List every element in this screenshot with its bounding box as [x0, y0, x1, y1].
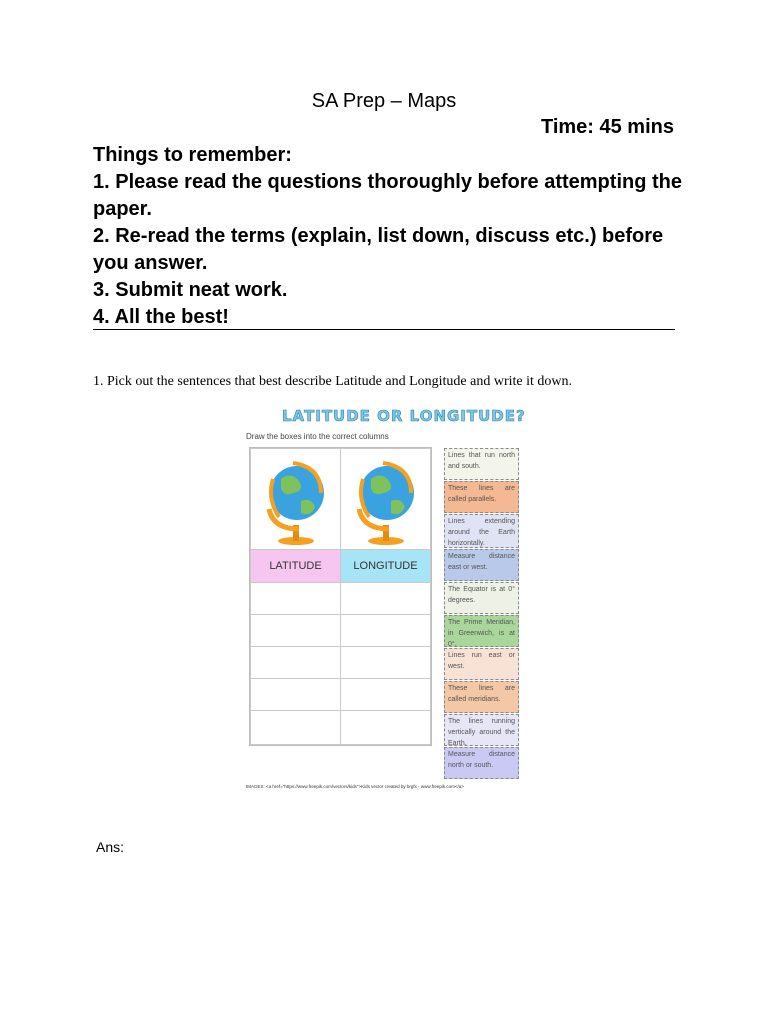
sentence-card[interactable]: Measure distance east or west.: [444, 549, 519, 581]
answer-label: Ans:: [96, 839, 125, 855]
longitude-header: LONGITUDE: [340, 549, 431, 583]
globe-cell: [340, 448, 431, 550]
worksheet-instruction: Draw the boxes into the correct columns: [246, 432, 389, 441]
worksheet-title: LATITUDE OR LONGITUDE?: [282, 407, 526, 425]
question-1: 1. Pick out the sentences that best describe Latitude and Longitude and write it down.: [93, 374, 572, 389]
longitude-answer-cell[interactable]: [340, 678, 431, 711]
longitude-answer-cell[interactable]: [340, 582, 431, 615]
sentence-card[interactable]: These lines are called meridians.: [444, 681, 519, 713]
globe-icon: [341, 449, 432, 551]
sentence-card[interactable]: The lines running vertically around the Earth.: [444, 714, 519, 746]
latitude-answer-cell[interactable]: [250, 710, 341, 745]
globe-cell: [250, 448, 341, 550]
latitude-answer-cell[interactable]: [250, 582, 341, 615]
divider-line: [93, 329, 675, 330]
instruction-item: 2. Re-read the terms (explain, list down, discuss etc.) before you answer.: [93, 225, 664, 274]
sentence-card[interactable]: The Prime Meridian, in Greenwich, is at 0°.: [444, 615, 519, 647]
sentence-card[interactable]: Lines that run north and south.: [444, 448, 519, 480]
instruction-item: 3. Submit neat work.: [93, 279, 288, 301]
sentence-card[interactable]: Lines run east or west.: [444, 648, 519, 680]
globe-icon: [251, 449, 342, 551]
sentence-card[interactable]: The Equator is at 0° degrees.: [444, 582, 519, 614]
longitude-answer-cell[interactable]: [340, 646, 431, 679]
latitude-answer-cell[interactable]: [250, 646, 341, 679]
instructions-block: [93, 142, 683, 331]
instruction-item: 1. Please read the questions thoroughly before attempting the paper.: [93, 171, 682, 220]
latitude-answer-cell[interactable]: [250, 678, 341, 711]
sorting-table: [249, 447, 432, 746]
latitude-answer-cell[interactable]: [250, 614, 341, 647]
sentence-card[interactable]: These lines are called parallels.: [444, 481, 519, 513]
longitude-answer-cell[interactable]: [340, 710, 431, 745]
sentence-card[interactable]: Measure distance north or south.: [444, 747, 519, 779]
longitude-answer-cell[interactable]: [340, 614, 431, 647]
instruction-item: 4. All the best!: [93, 306, 229, 328]
time-limit: Time: 45 mins: [540, 116, 674, 138]
instructions-heading: Things to remember:: [93, 144, 292, 166]
image-credit: IMAGES: <a href="https://www.freepik.com/vectors/kids">Kids vector created by brgfx - www.freepik.com</a>: [246, 784, 464, 789]
page-title: SA Prep – Maps: [311, 90, 457, 112]
latitude-header: LATITUDE: [250, 549, 341, 583]
sentence-card[interactable]: Lines extending around the Earth horizontally.: [444, 514, 519, 548]
